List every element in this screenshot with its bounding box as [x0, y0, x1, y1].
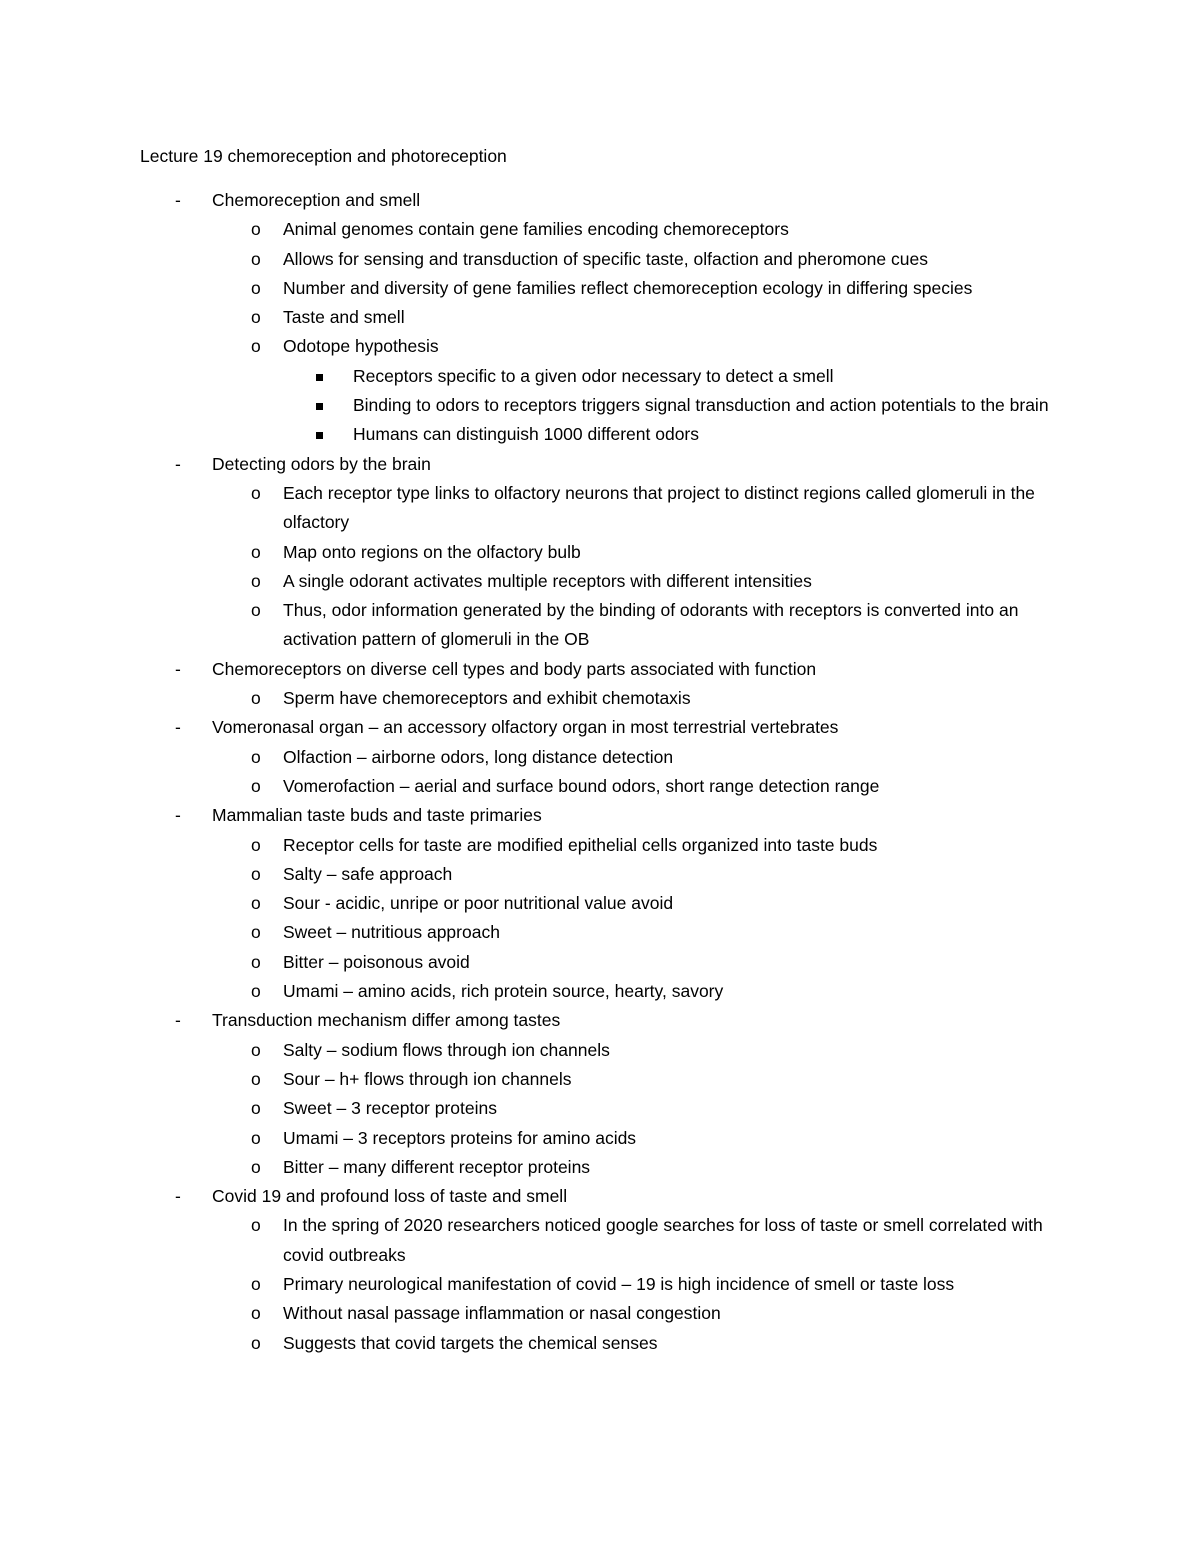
section-item [0, 713, 1200, 801]
circle-bullet: o [251, 1156, 261, 1177]
list-item [0, 743, 1200, 772]
circle-bullet: o [251, 834, 261, 855]
list-item [0, 1211, 1200, 1270]
list-item [0, 1153, 1200, 1182]
section-item [0, 1182, 1200, 1358]
section-row [0, 450, 1200, 479]
section-item [0, 801, 1200, 1006]
subitem-list [0, 684, 1200, 713]
section-heading: Transduction mechanism differ among tastes [212, 1010, 561, 1031]
circle-bullet: o [251, 1273, 261, 1294]
list-item-row [0, 1329, 1200, 1358]
circle-bullet: o [251, 307, 261, 328]
list-item [0, 684, 1200, 713]
circle-bullet: o [251, 277, 261, 298]
list-item-text: In the spring of 2020 researchers noticed google searches for loss of taste or smell correlated with covid outbreaks [283, 1215, 1043, 1265]
list-item-row [0, 567, 1200, 596]
list-item [0, 1036, 1200, 1065]
subitem-list [0, 215, 1200, 449]
list-item [0, 889, 1200, 918]
square-bullet-icon [316, 403, 323, 410]
list-item [0, 860, 1200, 889]
list-item-text: Number and diversity of gene families reflect chemoreception ecology in differing species [283, 277, 973, 298]
section-item [0, 450, 1200, 655]
nested-item [0, 362, 1200, 391]
dash-bullet: - [175, 1010, 181, 1031]
circle-bullet: o [251, 248, 261, 269]
circle-bullet: o [251, 893, 261, 914]
nested-item-text: Receptors specific to a given odor necessary to detect a smell [353, 365, 834, 386]
list-item-text: Each receptor type links to olfactory neurons that project to distinct regions called glomeruli in the olfactory [283, 482, 1035, 533]
list-item-row [0, 332, 1200, 361]
list-item-text: A single odorant activates multiple receptors with different intensities [283, 570, 812, 591]
circle-bullet: o [251, 600, 261, 621]
section-row [0, 713, 1200, 742]
list-item-row [0, 889, 1200, 918]
circle-bullet: o [251, 1303, 261, 1324]
list-item-text: Salty – sodium flows through ion channels [283, 1039, 610, 1060]
list-item-text: Bitter – poisonous avoid [283, 951, 470, 972]
list-item [0, 303, 1200, 332]
circle-bullet: o [251, 951, 261, 972]
square-bullet-icon [316, 432, 323, 439]
circle-bullet: o [251, 570, 261, 591]
list-item-row [0, 245, 1200, 274]
nested-item-row [0, 420, 1200, 449]
list-item [0, 538, 1200, 567]
list-item-text: Olfaction – airborne odors, long distance detection [283, 746, 674, 767]
list-item-row [0, 977, 1200, 1006]
section-heading: Detecting odors by the brain [212, 453, 431, 474]
list-item [0, 918, 1200, 947]
list-item [0, 1299, 1200, 1328]
circle-bullet: o [251, 541, 261, 562]
section-row [0, 655, 1200, 684]
section-item [0, 186, 1200, 450]
nested-item [0, 391, 1200, 420]
circle-bullet: o [251, 1098, 261, 1119]
list-item-row [0, 684, 1200, 713]
list-item-text: Suggests that covid targets the chemical senses [283, 1332, 658, 1353]
subitem-list [0, 743, 1200, 802]
circle-bullet: o [251, 1068, 261, 1089]
list-item-text: Umami – amino acids, rich protein source, hearty, savory [283, 981, 724, 1002]
list-item [0, 596, 1200, 655]
list-item [0, 1094, 1200, 1123]
list-item-row [0, 274, 1200, 303]
list-item-row [0, 831, 1200, 860]
list-item [0, 332, 1200, 449]
circle-bullet: o [251, 688, 261, 709]
square-bullet-icon [316, 374, 323, 381]
list-item-row [0, 918, 1200, 947]
list-item-row [0, 1094, 1200, 1123]
section-row [0, 1006, 1200, 1035]
section-row [0, 801, 1200, 830]
list-item [0, 567, 1200, 596]
section-heading: Chemoreception and smell [212, 190, 421, 210]
nested-item-text: Humans can distinguish 1000 different odors [353, 424, 700, 445]
nested-item-row [0, 362, 1200, 391]
list-item [0, 948, 1200, 977]
section-row [0, 186, 1200, 215]
list-item [0, 274, 1200, 303]
list-item [0, 772, 1200, 801]
list-item [0, 1270, 1200, 1299]
circle-bullet: o [251, 482, 261, 503]
list-item-row [0, 303, 1200, 332]
list-item-text: Allows for sensing and transduction of specific taste, olfaction and pheromone cues [283, 248, 928, 269]
list-item-text: Map onto regions on the olfactory bulb [283, 541, 581, 562]
list-item-text: Thus, odor information generated by the binding of odorants with receptors is converted into an activation pattern of glomeruli in the OB [283, 600, 1019, 650]
dash-bullet: - [175, 658, 181, 679]
list-item-text: Odotope hypothesis [283, 336, 439, 357]
subitem-list [0, 831, 1200, 1007]
list-item-row [0, 1270, 1200, 1299]
subitem-list [0, 479, 1200, 655]
list-item-row [0, 479, 1200, 538]
list-item-text: Salty – safe approach [283, 863, 453, 884]
document-title: Lecture 19 chemoreception and photoreception [140, 146, 507, 166]
list-item [0, 977, 1200, 1006]
circle-bullet: o [251, 1332, 261, 1353]
dash-bullet: - [175, 717, 181, 738]
list-item-row [0, 1299, 1200, 1328]
list-item [0, 1065, 1200, 1094]
list-item-text: Sperm have chemoreceptors and exhibit chemotaxis [283, 688, 691, 709]
nested-item [0, 420, 1200, 449]
section-item [0, 1006, 1200, 1182]
list-item [0, 215, 1200, 244]
section-heading: Vomeronasal organ – an accessory olfactory organ in most terrestrial vertebrates [212, 717, 839, 738]
section-heading: Chemoreceptors on diverse cell types and body parts associated with function [212, 658, 817, 679]
circle-bullet: o [251, 981, 261, 1002]
section-row [0, 1182, 1200, 1211]
list-item-text: Sour – h+ flows through ion channels [283, 1068, 572, 1089]
subitem-list [0, 1036, 1200, 1182]
nested-item-row [0, 391, 1200, 420]
list-item-text: Sweet – nutritious approach [283, 922, 500, 943]
section-heading: Covid 19 and profound loss of taste and smell [212, 1186, 568, 1207]
list-item-text: Taste and smell [283, 307, 405, 328]
outline-list [0, 186, 1200, 1358]
section-heading: Mammalian taste buds and taste primaries [212, 805, 542, 826]
list-item-text: Sweet – 3 receptor proteins [283, 1098, 498, 1119]
circle-bullet: o [251, 336, 261, 357]
subitem-list [0, 1211, 1200, 1357]
circle-bullet: o [251, 1127, 261, 1148]
list-item-text: Sour - acidic, unripe or poor nutritional value avoid [283, 893, 674, 914]
circle-bullet: o [251, 1039, 261, 1060]
circle-bullet: o [251, 219, 261, 240]
list-item-text: Primary neurological manifestation of covid – 19 is high incidence of smell or taste loss [283, 1273, 955, 1294]
list-item-row [0, 1124, 1200, 1153]
dash-bullet: - [175, 453, 181, 474]
nested-list [0, 362, 1200, 450]
circle-bullet: o [251, 922, 261, 943]
list-item [0, 1124, 1200, 1153]
section-item [0, 655, 1200, 714]
list-item-row [0, 772, 1200, 801]
list-item-text: Bitter – many different receptor proteins [283, 1156, 591, 1177]
list-item-text: Animal genomes contain gene families encoding chemoreceptors [283, 219, 789, 240]
list-item-text: Receptor cells for taste are modified epithelial cells organized into taste buds [283, 834, 878, 855]
list-item [0, 831, 1200, 860]
list-item [0, 479, 1200, 538]
list-item-text: Without nasal passage inflammation or nasal congestion [283, 1303, 721, 1324]
list-item-row [0, 596, 1200, 655]
list-item-text: Vomerofaction – aerial and surface bound odors, short range detection range [283, 775, 880, 796]
circle-bullet: o [251, 775, 261, 796]
circle-bullet: o [251, 863, 261, 884]
list-item-row [0, 1153, 1200, 1182]
dash-bullet: - [175, 190, 181, 210]
dash-bullet: - [175, 805, 181, 826]
list-item [0, 1329, 1200, 1358]
list-item-row [0, 1211, 1200, 1270]
list-item-row [0, 215, 1200, 244]
nested-item-text: Binding to odors to receptors triggers signal transduction and action potentials to the brain [353, 395, 1049, 416]
list-item [0, 245, 1200, 274]
circle-bullet: o [251, 1215, 261, 1236]
list-item-row [0, 743, 1200, 772]
dash-bullet: - [175, 1186, 181, 1207]
circle-bullet: o [251, 746, 261, 767]
list-item-row [0, 538, 1200, 567]
list-item-row [0, 1036, 1200, 1065]
list-item-text: Umami – 3 receptors proteins for amino acids [283, 1127, 637, 1148]
list-item-row [0, 948, 1200, 977]
list-item-row [0, 860, 1200, 889]
list-item-row [0, 1065, 1200, 1094]
